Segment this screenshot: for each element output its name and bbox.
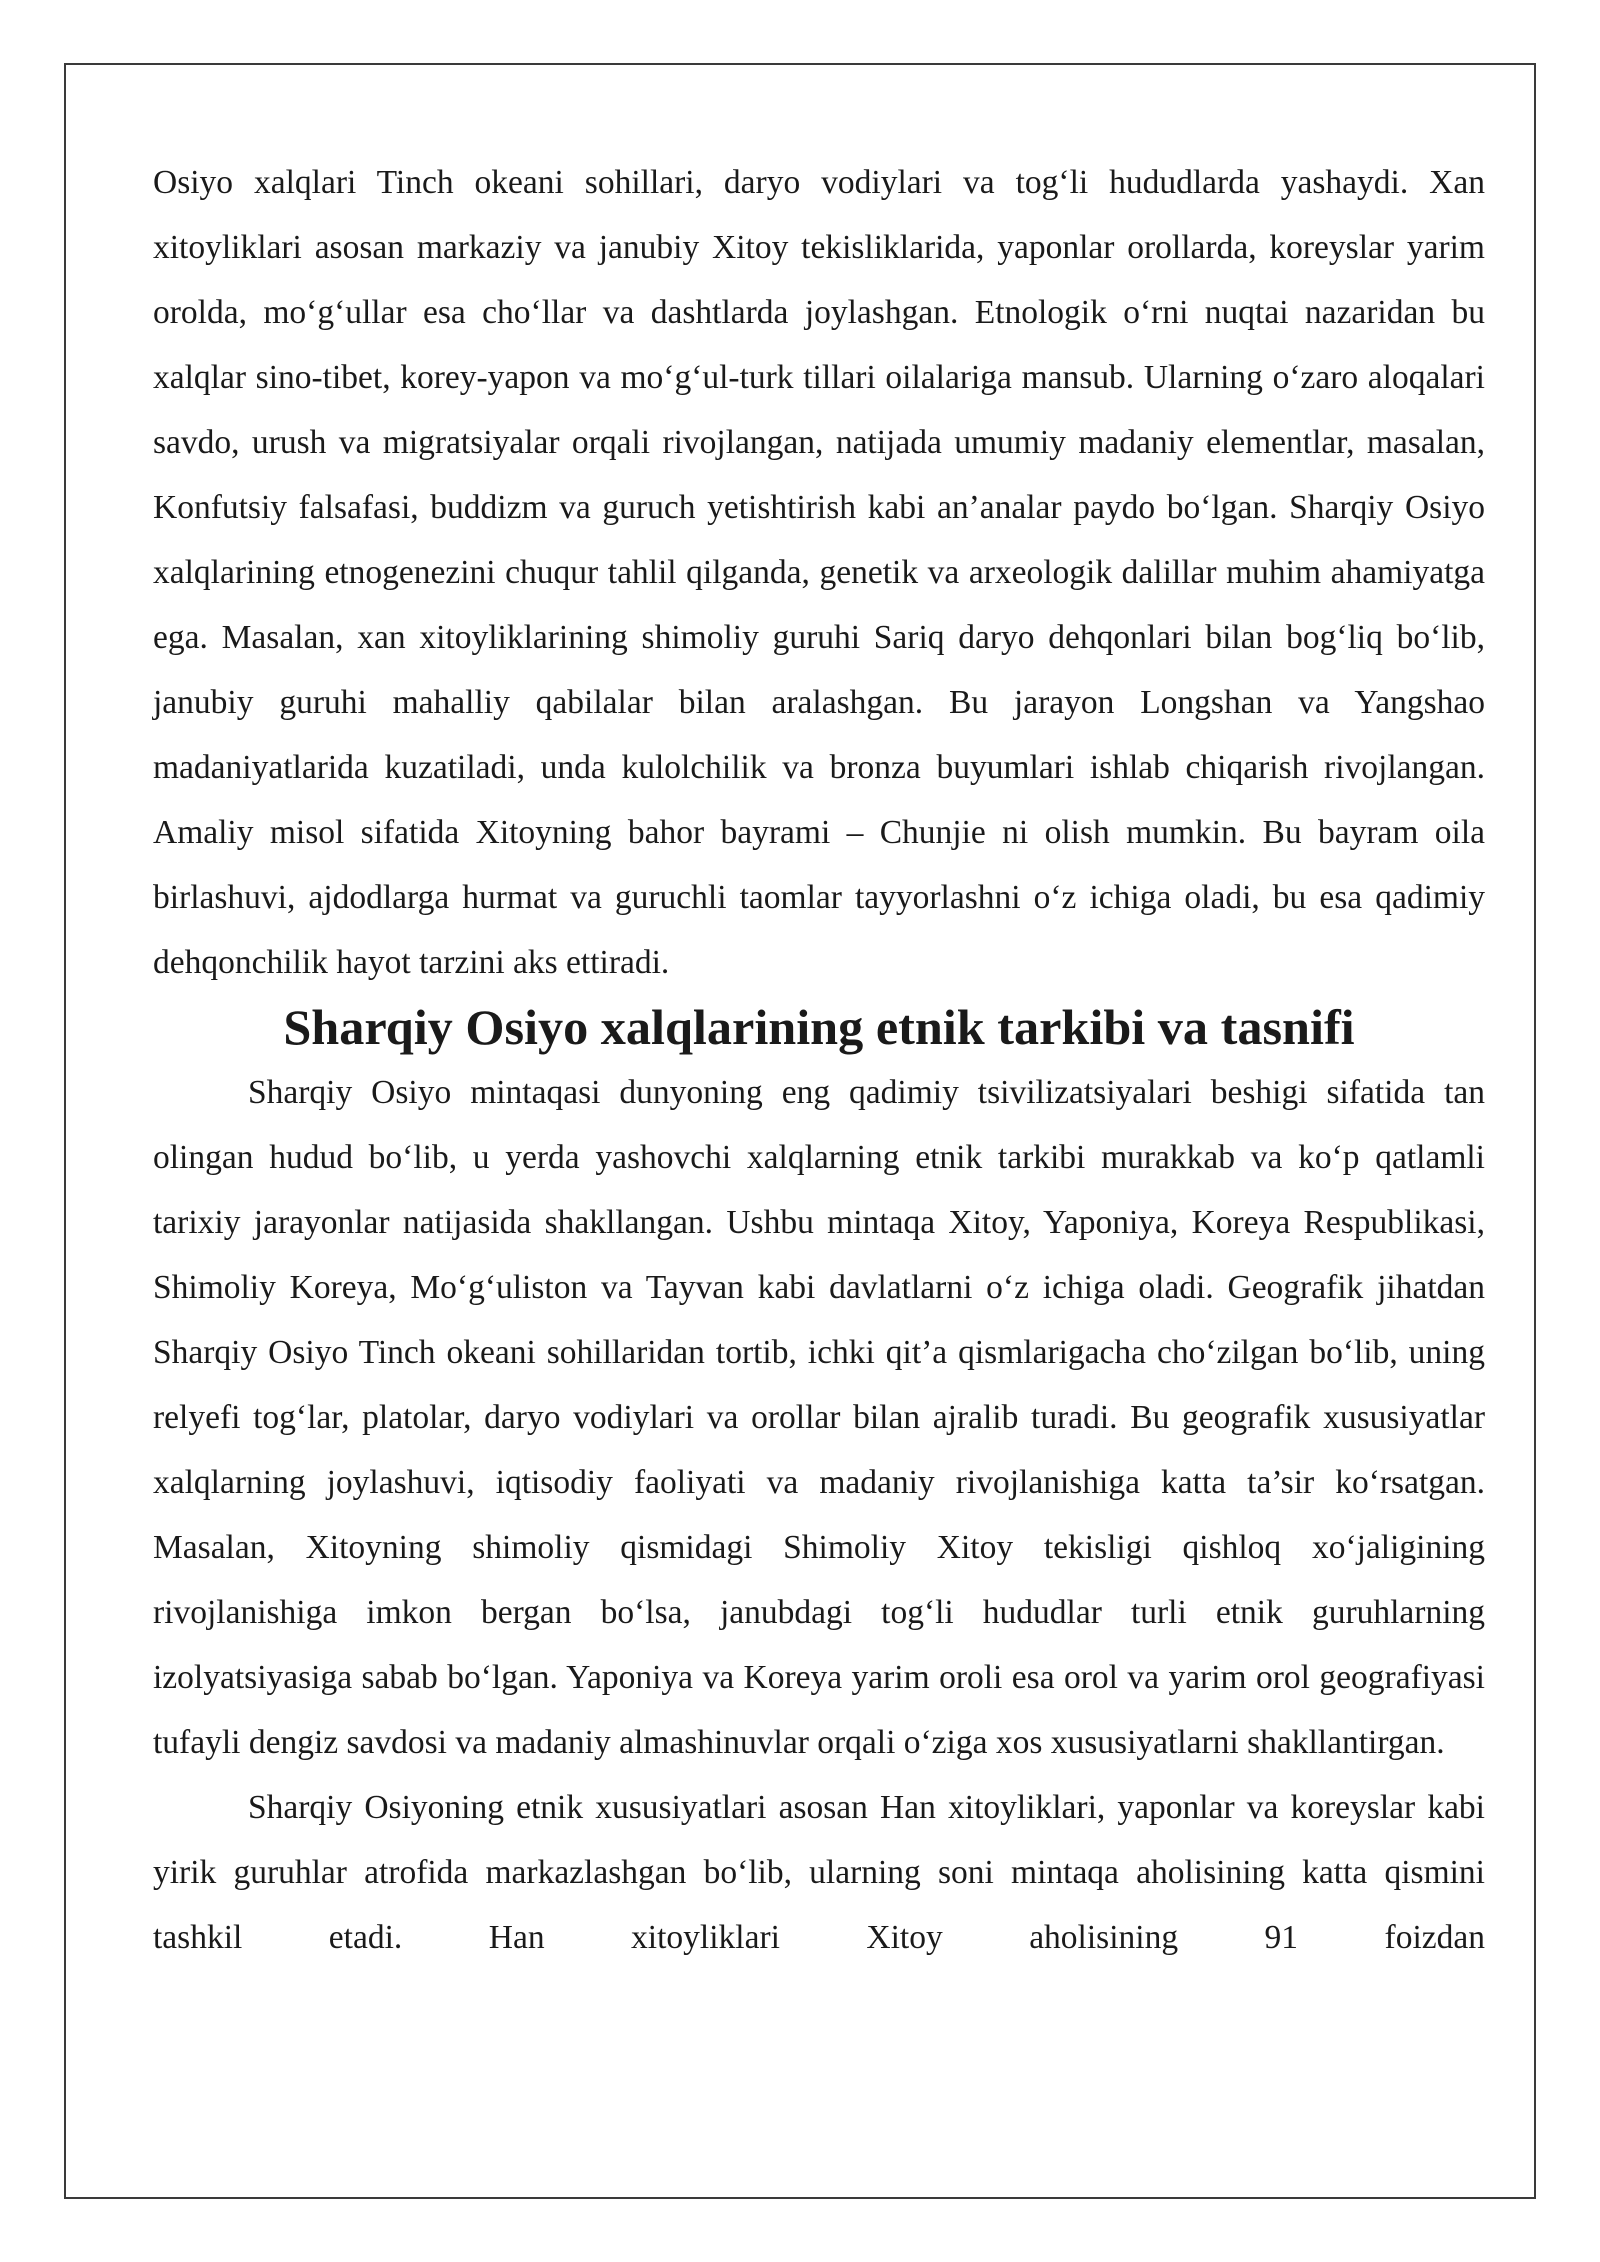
paragraph-intro: Osiyo xalqlari Tinch okeani sohillari, daryo vodiylari va tog‘li hududlarda yashaydi. Xan xitoyliklari asosan markaziy va janubiy Xitoy tekisliklarida, yaponlar orollarda, koreyslar yarim orolda, mo‘g‘ullar esa cho‘llar va dashtlarda joylashgan. Etnologik o‘rni nuqtai nazaridan bu xalqlar sino-tibet, korey-yapon va mo‘g‘ul-turk tillari oilalariga mansub. Ularning o‘zaro aloqalari savdo, urush va migratsiyalar orqali rivojlangan, natijada umumiy madaniy elementlar, masalan, Konfutsiy falsafasi, buddizm va guruch yetishtirish kabi an’analar paydo bo‘lgan. Sharqiy Osiyo xalqlarining etnogenezini chuqur tahlil qilganda, genetik va arxeologik dalillar muhim ahamiyatga ega. Masalan, xan xitoyliklarining shimoliy guruhi Sariq daryo dehqonlari bilan bog‘liq bo‘lib, janubiy guruhi mahalliy qabilalar bilan aralashgan. Bu jarayon Longshan va Yangshao madaniyatlarida kuzatiladi, unda kulolchilik va bronza buyumlari ishlab chiqarish rivojlangan. Amaliy misol sifatida Xitoyning bahor bayrami – Chunjie ni olish mumkin. Bu bayram oila birlashuvi, ajdodlarga hurmat va guruchli taomlar tayyorlashni o‘z ichiga oladi, bu esa qadimiy dehqonchilik hayot tarzini aks ettiradi. [153, 164, 1485, 981]
section-heading: Sharqiy Osiyo xalqlarining etnik tarkibi va tasnifi [283, 999, 1355, 1055]
document-body [153, 150, 1485, 1970]
paragraph-region-overview: Sharqiy Osiyo mintaqasi dunyoning eng qadimiy tsivilizatsiyalari beshigi sifatida tan olingan hudud bo‘lib, u yerda yashovchi xalqlarning etnik tarkibi murakkab va ko‘p qatlamli tarixiy jarayonlar natijasida shakllangan. Ushbu mintaqa Xitoy, Yaponiya, Koreya Respublikasi, Shimoliy Koreya, Mo‘g‘uliston va Tayvan kabi davlatlarni o‘z ichiga oladi. Geografik jihatdan Sharqiy Osiyo Tinch okeani sohillaridan tortib, ichki qit’a qismlarigacha cho‘zilgan bo‘lib, uning relyefi tog‘lar, platolar, daryo vodiylari va orollar bilan ajralib turadi. Bu geografik xususiyatlar xalqlarning joylashuvi, iqtisodiy faoliyati va madaniy rivojlanishiga katta ta’sir ko‘rsatgan. Masalan, Xitoyning shimoliy qismidagi Shimoliy Xitoy tekisligi qishloq xo‘jaligining rivojlanishiga imkon bergan bo‘lsa, janubdagi tog‘li hududlar turli etnik guruhlarning izolyatsiyasiga sabab bo‘lgan. Yaponiya va Koreya yarim oroli esa orol va yarim orol geografiyasi tufayli dengiz savdosi va madaniy almashinuvlar orqali o‘ziga xos xususiyatlarni shakllantirgan. [153, 1074, 1485, 1761]
paragraph-ethnic-features: Sharqiy Osiyoning etnik xususiyatlari asosan Han xitoyliklari, yaponlar va koreyslar kabi yirik guruhlar atrofida markazlashgan bo‘lib, ularning soni mintaqa aholisining katta qismini tashkil etadi. Han xitoyliklari Xitoy aholisining 91 foizdan [153, 1789, 1485, 1956]
